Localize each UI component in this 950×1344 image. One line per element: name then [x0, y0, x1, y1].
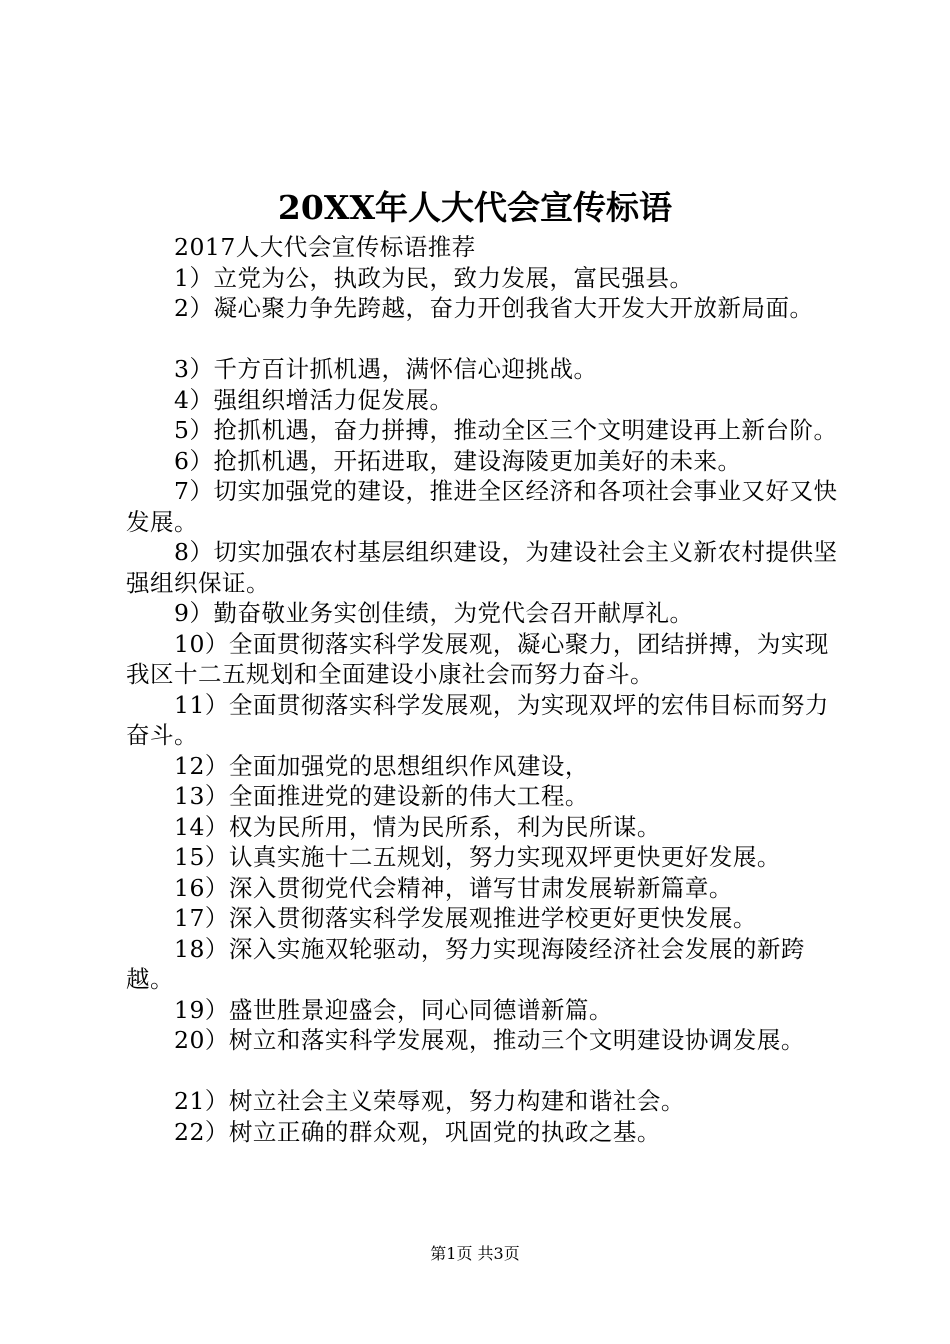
slogan-5: 5）抢抓机遇，奋力拼搏，推动全区三个文明建设再上新台阶。 [174, 416, 838, 444]
slogan-19: 19）盛世胜景迎盛会，同心同德谱新篇。 [174, 995, 613, 1024]
slogan-17: 17）深入贯彻落实科学发展观推进学校更好更快发展。 [174, 904, 757, 932]
slogan-21: 21）树立社会主义荣辱观，努力构建和谐社会。 [174, 1087, 685, 1115]
page-footer: 第1页 共3页 [430, 1244, 520, 1263]
slogan-12: 12）全面加强党的思想组织作风建设， [174, 751, 589, 780]
paragraph-heading: 2017人大代会宣传标语推荐 [174, 233, 476, 261]
slogan-18: 18）深入实施双轮驱动，努力实现海陵经济社会发展的新跨越。 [126, 934, 805, 993]
document-title: 20XX年人大代会宣传标语 [277, 188, 673, 227]
document-body [126, 232, 846, 1147]
slogan-2: 2）凝心聚力争先跨越，奋力开创我省大开发大开放新局面。 [174, 294, 814, 322]
slogan-8: 8）切实加强农村基层组织建设，为建设社会主义新农村提供坚强组织保证。 [126, 538, 838, 597]
slogan-11: 11）全面贯彻落实科学发展观，为实现双坪的宏伟目标而努力奋斗。 [126, 690, 829, 749]
slogan-1: 1）立党为公，执政为民，致力发展，富民强县。 [174, 263, 694, 292]
slogan-13: 13）全面推进党的建设新的伟大工程。 [174, 782, 589, 810]
slogan-6: 6）抢抓机遇，开拓进取，建设海陵更加美好的未来。 [174, 446, 742, 475]
slogan-15: 15）认真实施十二五规划，努力实现双坪更快更好发展。 [174, 843, 781, 871]
slogan-22: 22）树立正确的群众观，巩固党的执政之基。 [174, 1117, 661, 1146]
slogan-16: 16）深入贯彻党代会精神，谱写甘肃发展崭新篇章。 [174, 873, 733, 902]
slogan-7: 7）切实加强党的建设，推进全区经济和各项社会事业又好又快发展。 [126, 477, 838, 536]
slogan-20: 20）树立和落实科学发展观，推动三个文明建设协调发展。 [174, 1026, 805, 1054]
slogan-3: 3）千方百计抓机遇，满怀信心迎挑战。 [174, 355, 598, 383]
slogan-4: 4）强组织增活力促发展。 [174, 385, 454, 414]
slogan-10: 10）全面贯彻落实科学发展观，凝心聚力，团结拼搏，为实现我区十二五规划和全面建设小康社会而努力奋斗。 [126, 629, 829, 688]
slogan-9: 9）勤奋敬业务实创佳绩，为党代会召开献厚礼。 [174, 599, 694, 627]
slogan-14: 14）权为民所用，情为民所系，利为民所谋。 [174, 812, 661, 841]
